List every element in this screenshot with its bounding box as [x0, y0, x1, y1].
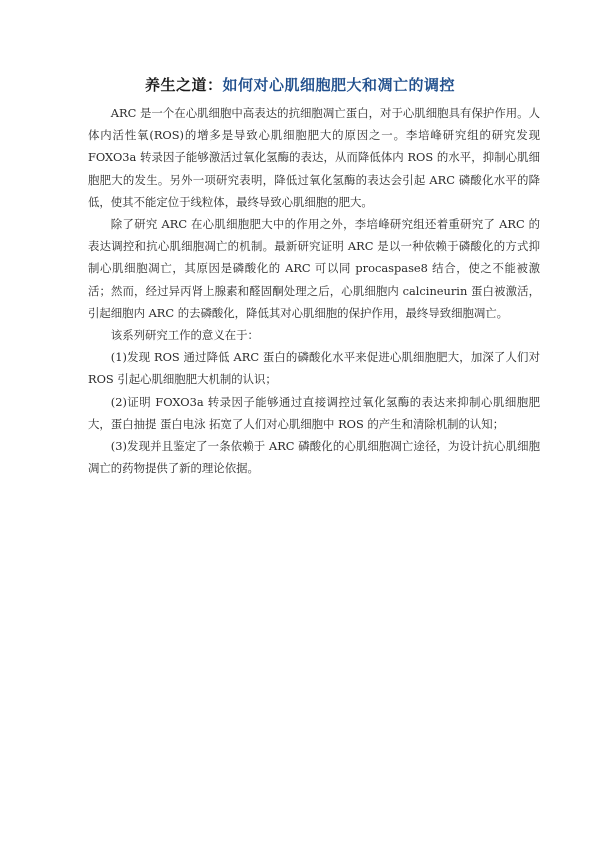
article-body [88, 102, 540, 479]
paragraph-point-3: (3)发现并且鉴定了一条依赖于 ARC 磷酸化的心肌细胞凋亡途径，为设计抗心肌细胞凋亡的药物提供了新的理论依据。 [88, 439, 540, 476]
paragraph-point-1: (1)发现 ROS 通过降低 ARC 蛋白的磷酸化水平来促进心肌细胞肥大，加深了人们对 ROS 引起心肌细胞肥大机制的认识； [88, 350, 540, 387]
paragraph-arc-mechanism: 除了研究 ARC 在心肌细胞肥大中的作用之外，李培峰研究组还着重研究了 ARC 的表达调控和抗心肌细胞凋亡的机制。最新研究证明 ARC 是以一种依赖于磷酸化的方式抑制心肌细胞凋亡，其原因是磷酸化的 ARC 可以同 procaspase8 结合，使之不能被激活；然而，经过异丙肾上腺素和醛固酮处理之后，心肌细胞内 calcineurin 蛋白被激活，引起细胞内 ARC 的去磷酸化，降低其对心肌细胞的保护作用，最终导致细胞凋亡。 [88, 217, 540, 320]
title-main: 如何对心肌细胞肥大和凋亡的调控 [222, 76, 456, 94]
paragraph-significance-heading: 该系列研究工作的意义在于： [110, 328, 259, 343]
title-prefix: 养生之道： [144, 76, 223, 94]
paragraph-arc-intro: ARC 是一个在心肌细胞中高表达的抗细胞凋亡蛋白，对于心肌细胞具有保护作用。人体内活性氧(ROS)的增多是导致心肌细胞肥大的原因之一。李培峰研究组的研究发现 FOXO3a 转录因子能够激活过氧化氢酶的表达，从而降低体内 ROS 的水平，抑制心肌细胞肥大的发生。另外一项研究表明，降低过氧化氢酶的表达会引起 ARC 磷酸化水平的降低，使其不能定位于线粒体，最终导致心肌细胞的肥大。 [88, 106, 540, 209]
page-title [0, 74, 600, 95]
paragraph-point-2: (2)证明 FOXO3a 转录因子能够通过直接调控过氧化氢酶的表达来抑制心肌细胞肥大，蛋白抽提 蛋白电泳 拓宽了人们对心肌细胞中 ROS 的产生和清除机制的认知； [88, 394, 540, 431]
